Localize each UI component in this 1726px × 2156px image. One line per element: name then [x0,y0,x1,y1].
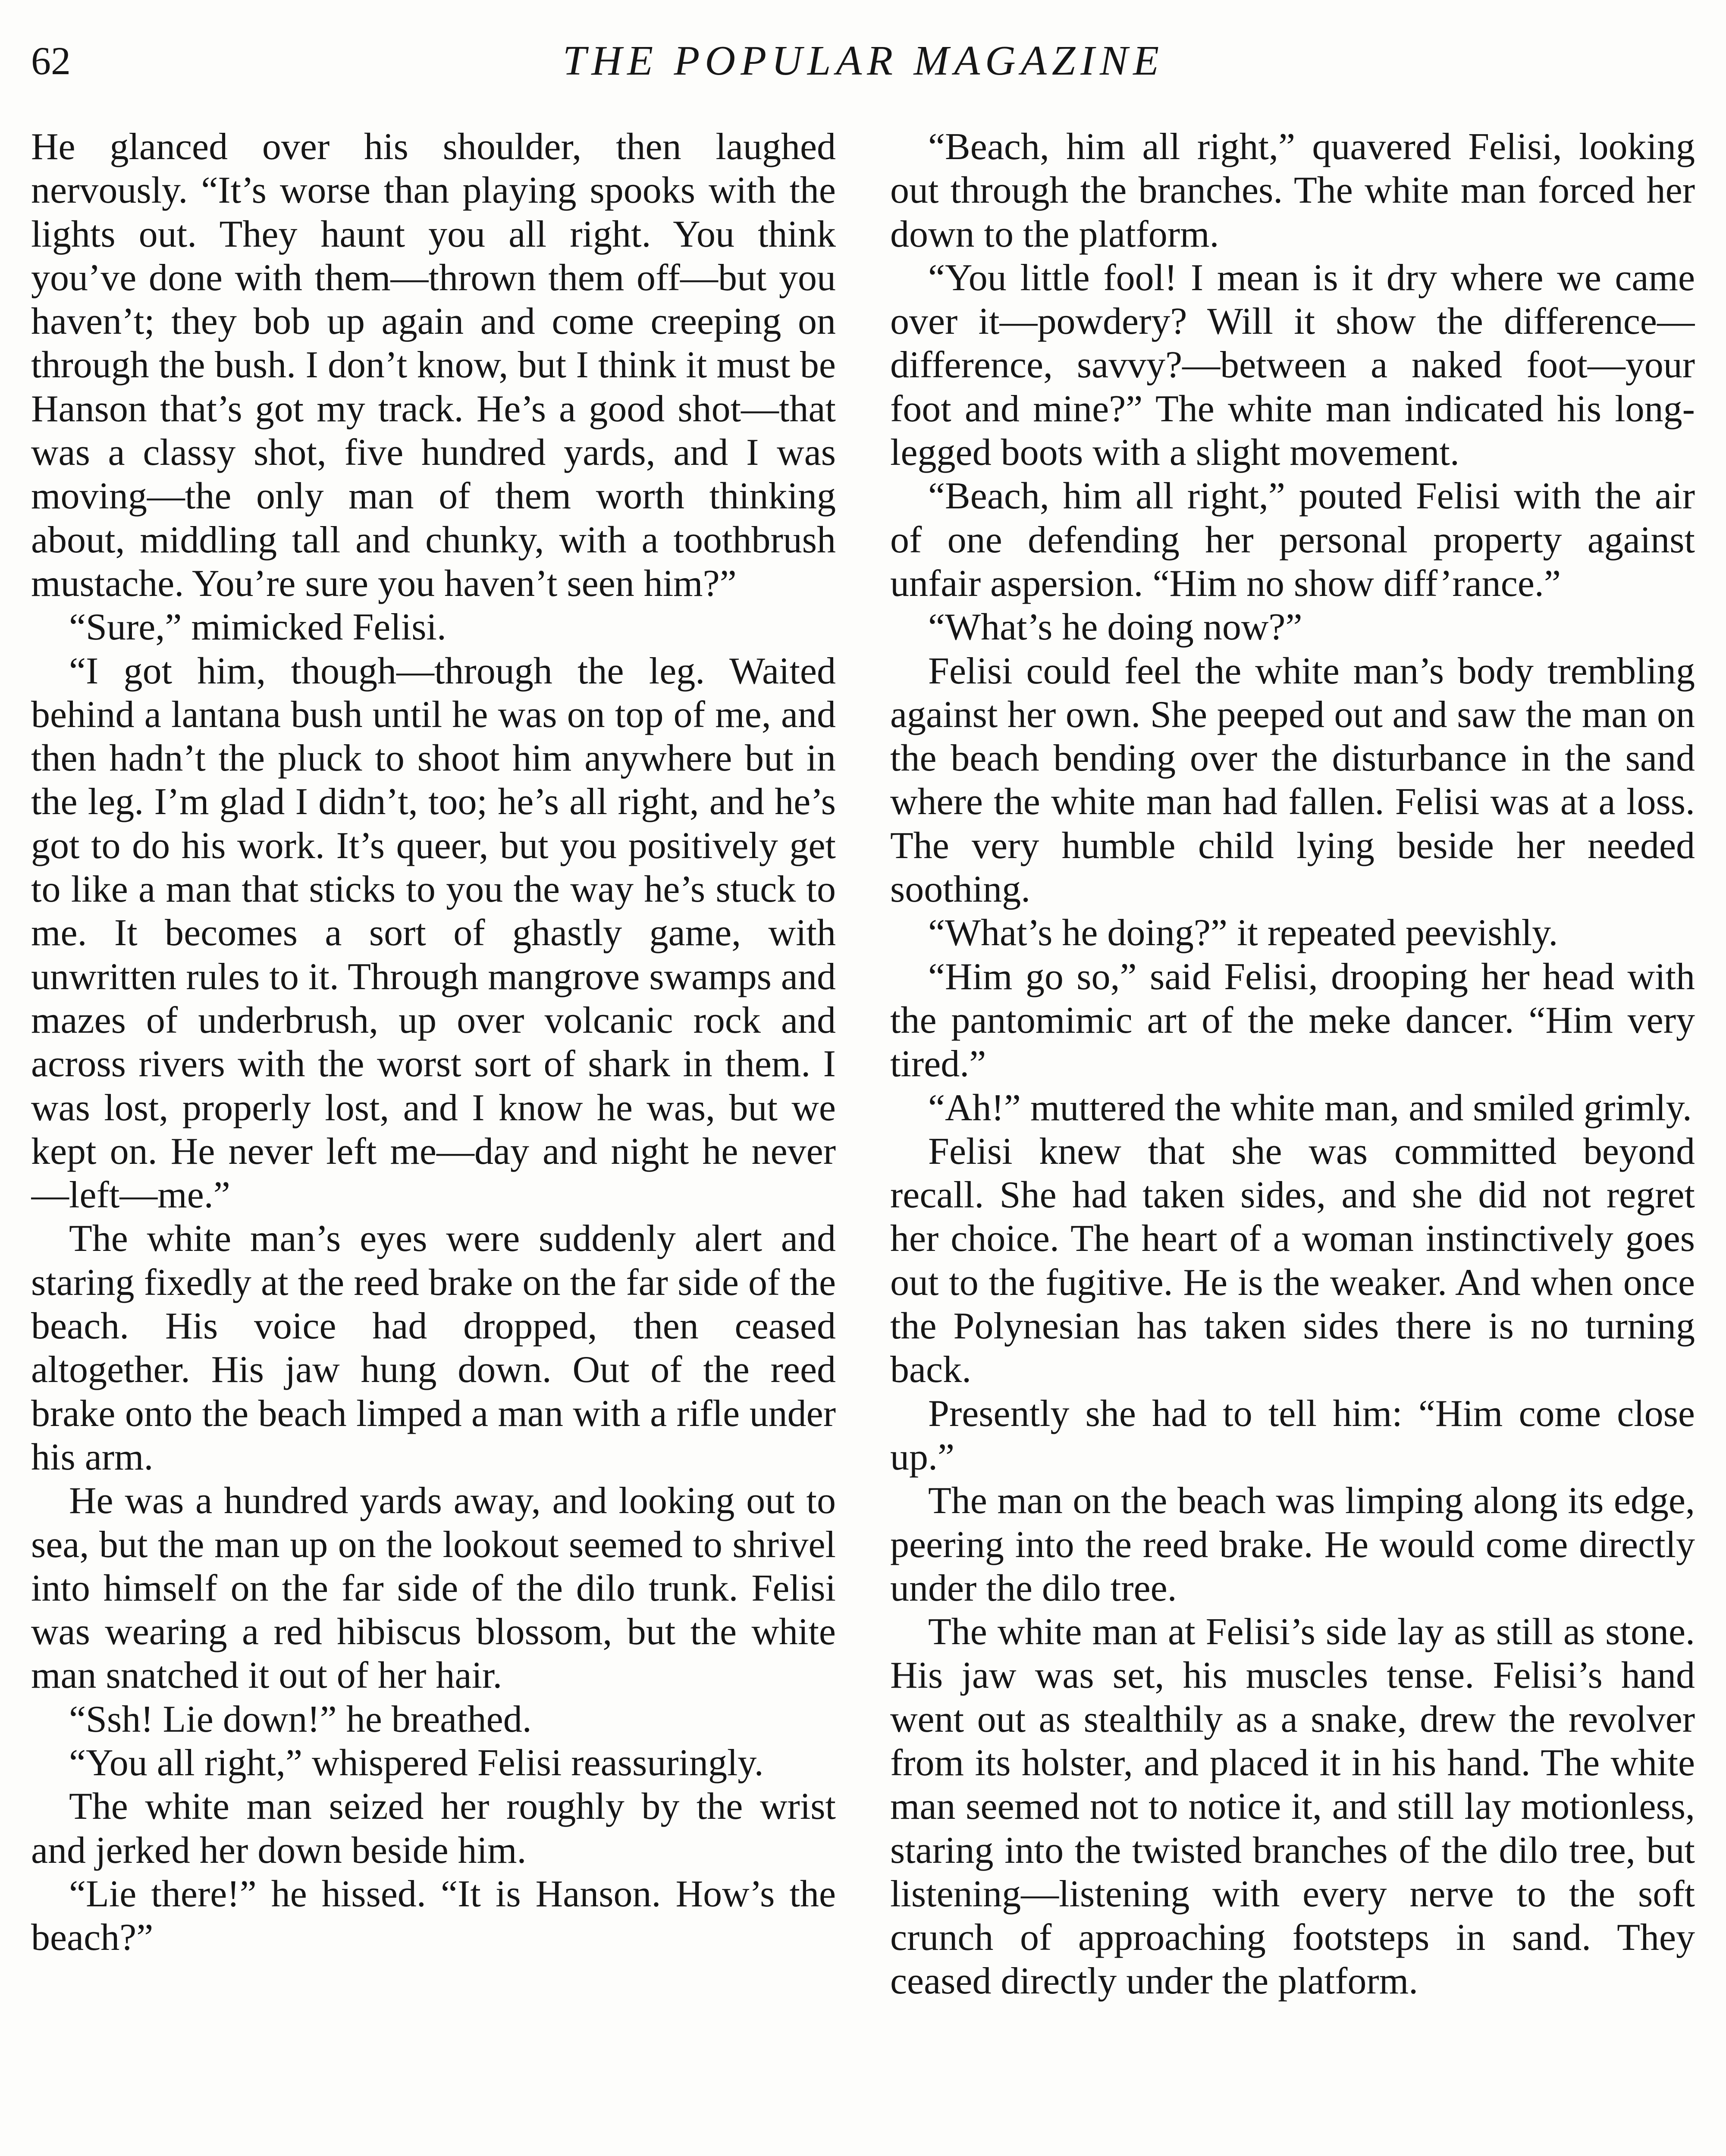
paragraph: “Beach, him all right,” pouted Felisi with the air of one defending her personal property against unfair aspersion. “Him no show diff’rance.” [890,475,1695,605]
paragraph: “Ssh! Lie down!” he breathed. [69,1698,532,1740]
paragraph: “Sure,” mimicked Felisi. [69,606,446,649]
paragraph: “Him go so,” said Felisi, drooping her head with the pantomimic art of the meke dancer. “Him very tired.” [890,956,1695,1085]
running-title: THE POPULAR MAGAZINE [562,38,1164,84]
paragraph: The white man seized her roughly by the wrist and jerked her down beside him. [31,1786,836,1871]
paragraph: Presently she had to tell him: “Him come close up.” [890,1392,1695,1478]
paragraph: “What’s he doing?” it repeated peevishly. [928,912,1558,954]
page-number: 62 [31,39,71,83]
paragraph: Felisi could feel the white man’s body trembling against her own. She peeped out and saw the man on the beach bending over the disturbance in the sand where the white man had fallen. Felisi was at a loss. The very humble child lying beside her needed soothing. [890,650,1695,911]
paragraph: “You little fool! I mean is it dry where we came over it—powdery? Will it show the difference—difference, savvy?—between a naked foot—your foot and mine?” The white man indicated his long-legged boots with a slight movement. [890,257,1695,474]
paragraph: The man on the beach was limping along its edge, peering into the reed brake. He would come directly under the dilo tree. [890,1480,1695,1609]
paragraph: “I got him, though—through the leg. Waited behind a lantana bush until he was on top of me, and then hadn’t the pluck to shoot him anywhere but in the leg. I’m glad I didn’t, too; he’s all right, and he’s got to do his work. It’s queer, but you positively get to like a man that sticks to you the way he’s stuck to me. It becomes a sort of ghastly game, with unwritten rules to it. Through mangrove swamps and mazes of underbrush, up over volcanic rock and across rivers with the worst sort of shark in them. I was lost, properly lost, and I know he was, but we kept on. He never left me—day and night he never—left—me.” [31,650,836,1216]
right-column [890,125,1695,2156]
paragraph: “Beach, him all right,” quavered Felisi, looking out through the branches. The white man forced her down to the platform. [890,126,1695,255]
page-header [31,33,1696,106]
paragraph: “You all right,” whispered Felisi reassuringly. [69,1742,764,1784]
paragraph: “What’s he doing now?” [928,606,1302,649]
paragraph: “Ah!” muttered the white man, and smiled grimly. [928,1087,1692,1129]
paragraph: “Lie there!” he hissed. “It is Hanson. How’s the beach?” [31,1873,836,1959]
paragraph: The white man at Felisi’s side lay as still as stone. His jaw was set, his muscles tense. Felisi’s hand went out as stealthily as a snake, drew the revolver from its holster, and placed it in his hand. The white man seemed not to notice it, and still lay motionless, staring into the twisted branches of the dilo tree, but listening—listening with every nerve to the soft crunch of approaching footsteps in sand. They ceased directly under the platform. [890,1611,1695,2002]
paragraph: He was a hundred yards away, and looking out to sea, but the man up on the lookout seemed to shrivel into himself on the far side of the dilo trunk. Felisi was wearing a red hibiscus blossom, but the white man snatched it out of her hair. [31,1480,836,1697]
paragraph: Felisi knew that she was committed beyond recall. She had taken sides, and she did not regret her choice. The heart of a woman instinctively goes out to the fugitive. He is the weaker. And when once the Polynesian has taken sides there is no turning back. [890,1130,1695,1391]
paragraph: The white man’s eyes were suddenly alert and staring fixedly at the reed brake on the far side of the beach. His voice had dropped, then ceased altogether. His jaw hung down. Out of the reed brake onto the beach limped a man with a rifle under his arm. [31,1218,836,1478]
left-column [31,125,836,2156]
paragraph: He glanced over his shoulder, then laughed nervously. “It’s worse than playing spooks with the lights out. They haunt you all right. You think you’ve done with them—thrown them off—but you haven’t; they bob up again and come creeping on through the bush. I don’t know, but I think it must be Hanson that’s got my track. He’s a good shot—that was a classy shot, five hundred yards, and I was moving—the only man of them worth thinking about, middling tall and chunky, with a toothbrush mustache. You’re sure you haven’t seen him?” [31,126,836,605]
